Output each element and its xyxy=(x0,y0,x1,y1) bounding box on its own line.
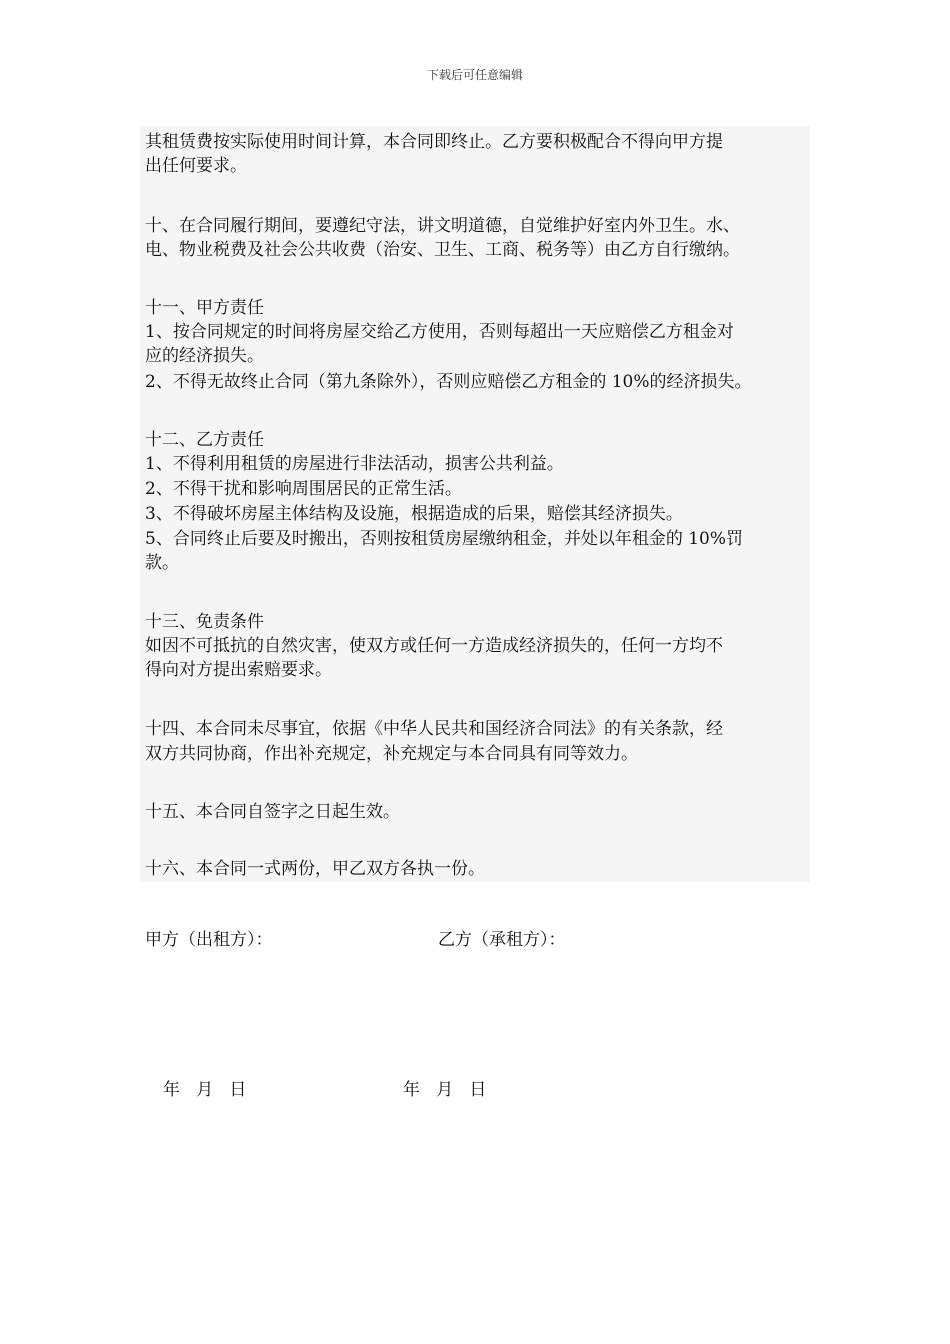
clause-ten-line: 十、在合同履行期间，要遵纪守法，讲文明道德，自觉维护好室内外卫生。水、 xyxy=(145,216,740,236)
party-a-duty-line: 1、按合同规定的时间将房屋交给乙方使用，否则每超出一天应赔偿乙方租金对 xyxy=(145,322,734,342)
party-a-duty-line: 应的经济损失。 xyxy=(145,346,264,366)
party-b-duty-line: 2、不得干扰和影响周围居民的正常生活。 xyxy=(145,479,462,499)
party-a-duty-line: 2、不得无故终止合同（第九条除外），否则应赔偿乙方租金的 10%的经济损失。 xyxy=(145,372,752,392)
party-a-signature-label: 甲方（出租方）： xyxy=(145,930,273,950)
party-b-duty-line: 3、不得破坏房屋主体结构及设施，根据造成的后果，赔偿其经济损失。 xyxy=(145,504,683,524)
exemption-line: 如因不可抵抗的自然灾害，使双方或任何一方造成经济损失的，任何一方均不 xyxy=(145,636,723,656)
clause-line: 出任何要求。 xyxy=(145,156,247,176)
party-b-duty-line: 1、不得利用租赁的房屋进行非法活动，损害公共利益。 xyxy=(145,454,564,474)
party-b-duty-line: 款。 xyxy=(145,553,179,573)
clause-fourteen-line: 双方共同协商，作出补充规定，补充规定与本合同具有同等效力。 xyxy=(145,744,638,764)
header-note: 下载后可任意编辑 xyxy=(426,68,523,82)
clause-fourteen-line: 十四、本合同未尽事宜，依据《中华人民共和国经济合同法》的有关条款，经 xyxy=(145,719,723,739)
party-b-date: 年 月 日 xyxy=(403,1080,487,1100)
clause-sixteen: 十六、本合同一式两份，甲乙双方各执一份。 xyxy=(145,859,485,879)
party-a-date: 年 月 日 xyxy=(163,1080,247,1100)
party-b-signature-label: 乙方（承租方）： xyxy=(438,930,566,950)
section-heading-exemption: 十三、免责条件 xyxy=(145,612,264,632)
section-heading-party-b: 十二、乙方责任 xyxy=(145,430,264,450)
exemption-line: 得向对方提出索赔要求。 xyxy=(145,660,332,680)
party-b-duty-line: 5、合同终止后要及时搬出，否则按租赁房屋缴纳租金，并处以年租金的 10%罚 xyxy=(145,529,744,549)
clause-fifteen: 十五、本合同自签字之日起生效。 xyxy=(145,802,400,822)
clause-line: 其租赁费按实际使用时间计算，本合同即终止。乙方要积极配合不得向甲方提 xyxy=(145,132,723,152)
section-heading-party-a: 十一、甲方责任 xyxy=(145,298,264,318)
clause-ten-line: 电、物业税费及社会公共收费（治安、卫生、工商、税务等）由乙方自行缴纳。 xyxy=(145,240,740,260)
